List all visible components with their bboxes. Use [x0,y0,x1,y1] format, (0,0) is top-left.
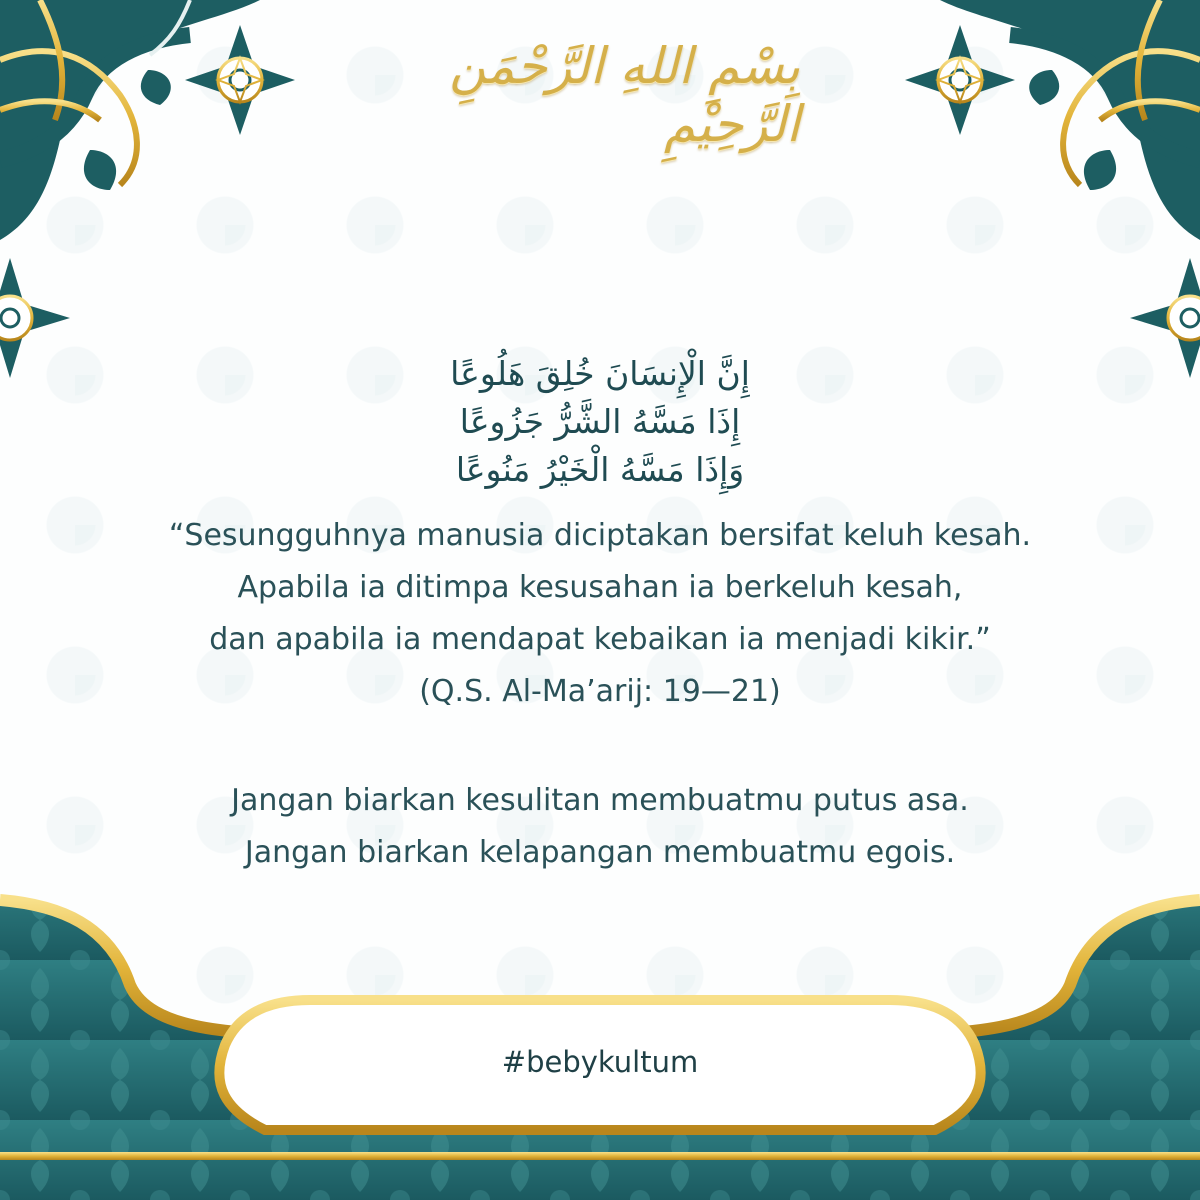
translation-line: Apabila ia ditimpa kesusahan ia berkeluh kesah, [237,570,963,605]
arabic-verse-line: وَإِذَا مَسَّهُ الْخَيْرُ مَنُوعًا [455,450,745,489]
translation-line: dan apabila ia mendapat kebaikan ia menjadi kikir.” [209,622,991,657]
bismillah-calligraphy: بِسْمِ اللهِ الرَّحْمَنِ الرَّحِيْمِ [449,37,800,153]
top-right-corner-ornament [940,0,1200,240]
verse-reference: (Q.S. Al-Ma’arij: 19—21) [419,674,781,709]
arabic-verse-line: إِنَّ الْإِنسَانَ خُلِقَ هَلُوعًا [450,354,750,393]
arabic-verse-line: إِذَا مَسَّهُ الشَّرُّ جَزُوعًا [459,402,741,441]
hashtag-label: #bebykultum [501,1045,699,1079]
advice-line: Jangan biarkan kelapangan membuatmu egois. [244,835,956,870]
advice-text [60,775,1140,879]
advice-line: Jangan biarkan kesulitan membuatmu putus asa. [231,783,969,818]
translation-line: “Sesungguhnya manusia diciptakan bersifat keluh kesah. [168,518,1032,553]
top-left-corner-ornament [0,0,260,240]
verse-translation [60,510,1140,718]
arabic-verse [340,350,860,494]
